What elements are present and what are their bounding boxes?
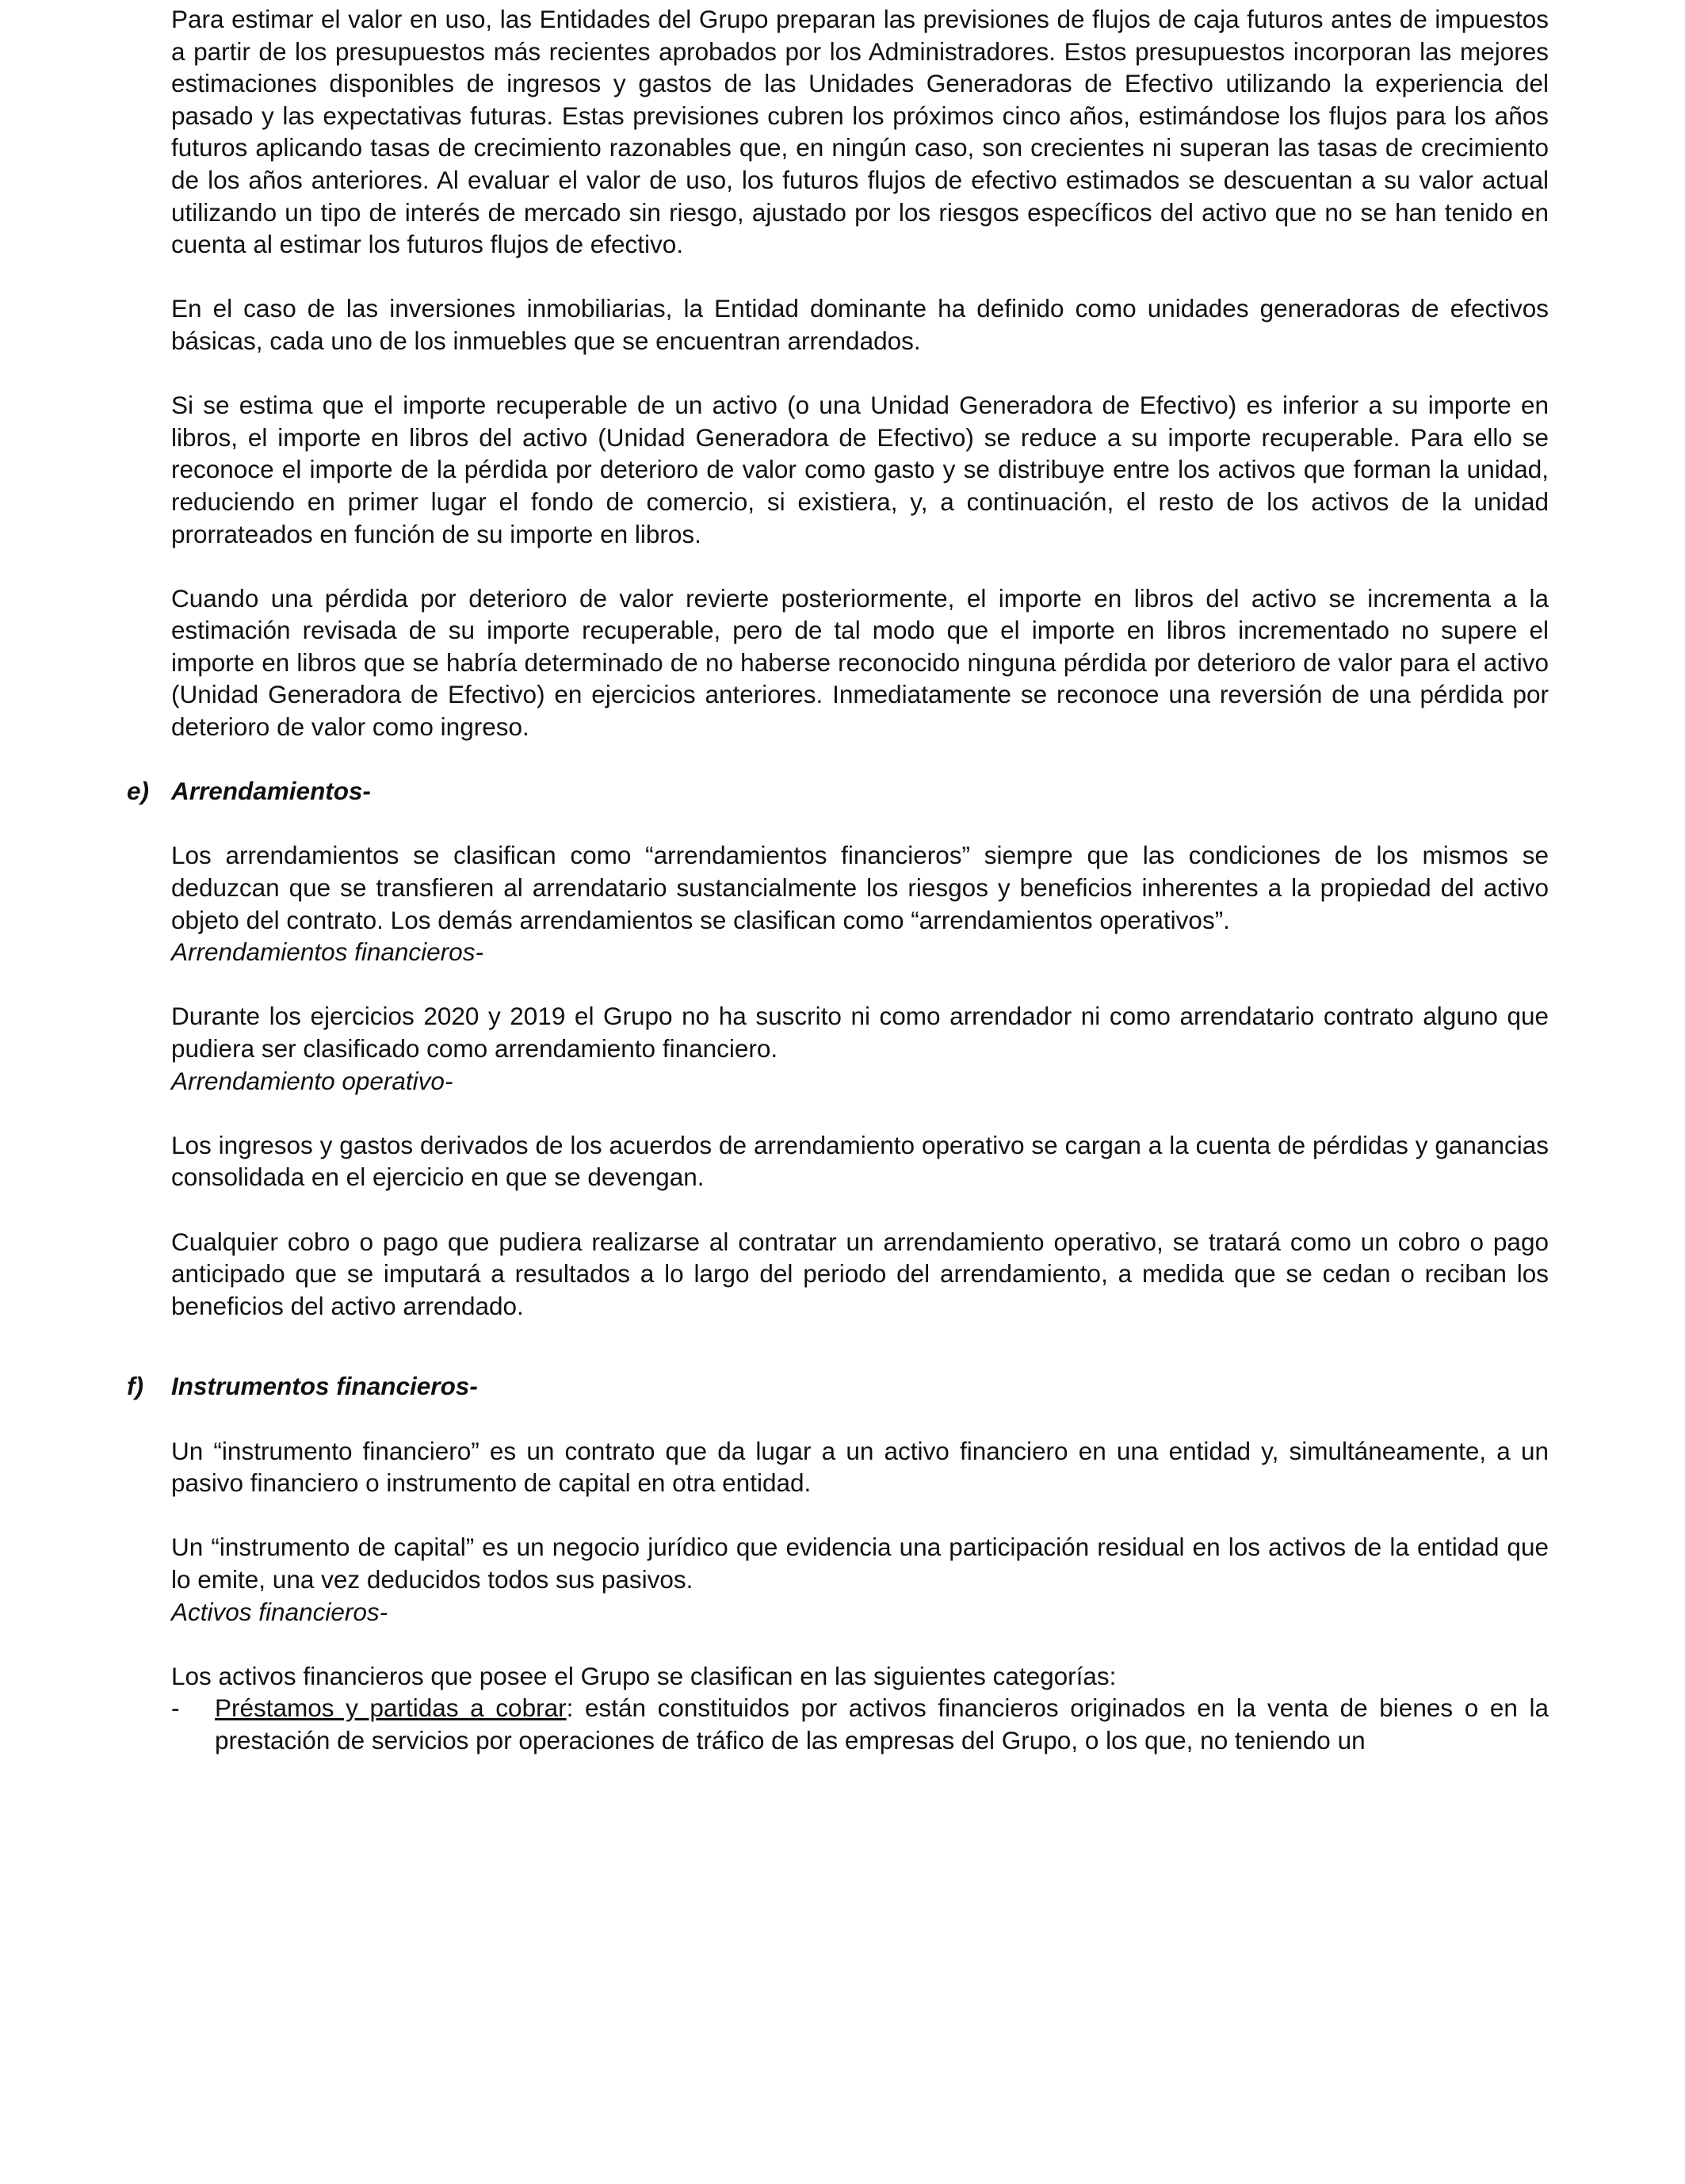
section-heading-instrumentos-financieros xyxy=(127,1370,1549,1403)
section-title-instrumentos-financieros: Instrumentos financieros- xyxy=(171,1372,478,1401)
paragraph-arrendamientos-intro: Los arrendamientos se clasifican como “arrendamientos financieros” siempre que las condiciones de los mismos se deduzcan que se transfieren al arrendatario sustancialmente los riesgos y beneficios inherentes a la propiedad del activo objeto del contrato. Los demás arrendamientos se clasifican como “arrendamientos operativos”. xyxy=(171,841,1549,934)
paragraph-activos-financieros: Los activos financieros que posee el Grupo se clasifican en las siguientes categorías: xyxy=(171,1661,1117,1690)
section-letter-e: e) xyxy=(127,777,150,806)
paragraph-instrumento-financiero: Un “instrumento financiero” es un contrato que da lugar a un activo financiero en una entidad y, simultáneamente, a un pasivo financiero o instrumento de capital en otra entidad. xyxy=(171,1436,1549,1498)
paragraph-inversiones-inmobiliarias: En el caso de las inversiones inmobiliarias, la Entidad dominante ha definido como unidades generadoras de efectivos básicas, cada uno de los inmuebles que se encuentran arrendados. xyxy=(171,294,1549,355)
subheading-arrendamiento-operativo: Arrendamiento operativo- xyxy=(171,1066,453,1095)
subheading-arrendamientos-financieros: Arrendamientos financieros- xyxy=(171,937,483,967)
subheading-activos-financieros: Activos financieros- xyxy=(171,1597,388,1626)
bullet-term: Préstamos y partidas a cobrar xyxy=(215,1693,567,1723)
paragraph-arrendamiento-operativo-2: Cualquier cobro o pago que pudiera realizarse al contratar un arrendamiento operativo, se tratará como un cobro o pago anticipado que se imputará a resultados a lo largo del periodo del arrendamiento, a medida que se cedan o reciban los beneficios del activo arrendado. xyxy=(171,1227,1549,1320)
paragraph-instrumento-capital: Un “instrumento de capital” es un negocio jurídico que evidencia una participación residual en los activos de la entidad que lo emite, una vez deducidos todos sus pasivos. xyxy=(171,1533,1549,1594)
bullet-text: : están constituidos por activos financieros originados en la venta de bienes o en la prestación de servicios por operaciones de tráfico de las empresas del Grupo, o los que, no teniendo un xyxy=(215,1693,1549,1754)
section-letter-f: f) xyxy=(127,1372,143,1401)
paragraph-arrendamientos-financieros: Durante los ejercicios 2020 y 2019 el Grupo no ha suscrito ni como arrendador ni como arrendatario contrato alguno que pudiera ser clasificado como arrendamiento financiero. xyxy=(171,1002,1549,1063)
section-title-arrendamientos: Arrendamientos- xyxy=(171,777,372,806)
paragraph-arrendamiento-operativo-1: Los ingresos y gastos derivados de los acuerdos de arrendamiento operativo se cargan a la cuenta de pérdidas y ganancias consolidada en el ejercicio en que se devengan. xyxy=(171,1130,1549,1192)
paragraph-valor-en-uso: Para estimar el valor en uso, las Entidades del Grupo preparan las previsiones de flujos de caja futuros antes de impuestos a partir de los presupuestos más recientes aprobados por los Administradores. Estos presupuestos incorporan las mejores estimaciones disponibles de ingresos y gastos de las Unidades Generadoras de Efectivo utilizando la experiencia del pasado y las expectativas futuras. Estas previsiones cubren los próximos cinco años, estimándose los flujos para los años futuros aplicando tasas de crecimiento razonables que, en ningún caso, son crecientes ni superan las tasas de crecimiento de los años anteriores. Al evaluar el valor de uso, los futuros flujos de efectivo estimados se descuentan a su valor actual utilizando un tipo de interés de mercado sin riesgo, ajustado por los riesgos específicos del activo que no se han tenido en cuenta al estimar los futuros flujos de efectivo. xyxy=(171,5,1549,259)
paragraph-reversion-deterioro: Cuando una pérdida por deterioro de valor revierte posteriormente, el importe en libros del activo se incrementa a la estimación revisada de su importe recuperable, pero de tal modo que el importe en libros incrementado no supere el importe en libros que se habría determinado de no haberse reconocido ninguna pérdida por deterioro de valor para el activo (Unidad Generadora de Efectivo) en ejercicios anteriores. Inmediatamente se reconoce una reversión de una pérdida por deterioro de valor como ingreso. xyxy=(171,583,1549,742)
document-body xyxy=(127,0,1549,1756)
list-item-prestamos xyxy=(171,1692,1549,1756)
section-heading-arrendamientos xyxy=(127,775,1549,808)
bullet-dash: - xyxy=(171,1693,180,1723)
paragraph-importe-recuperable: Si se estima que el importe recuperable de un activo (o una Unidad Generadora de Efectivo) es inferior a su importe en libros, el importe en libros del activo (Unidad Generadora de Efectivo) se reduce a su importe recuperable. Para ello se reconoce el importe de la pérdida por deterioro de valor como gasto y se distribuye entre los activos que forman la unidad, reduciendo en primer lugar el fondo de comercio, si existiera, y, a continuación, el resto de los activos de la unidad prorrateados en función de su importe en libros. xyxy=(171,391,1549,548)
